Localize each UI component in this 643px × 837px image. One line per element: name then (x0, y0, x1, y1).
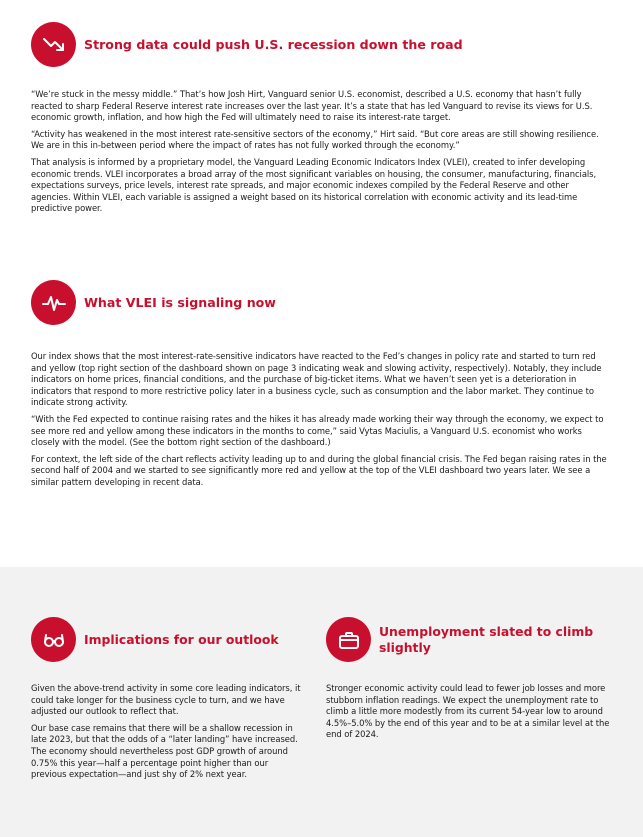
section-heading (326, 617, 616, 662)
section-body (31, 89, 611, 215)
paragraph: Given the above-trend activity in some core leading indicators, it could take longer for the business cycle to turn, and we have adjusted our outlook to reflect that. (31, 683, 301, 717)
section-vlei (31, 280, 611, 489)
paragraph: “Activity has weakened in the most interest rate-sensitive sectors of the economy,” Hirt said. “But core areas are still showing resilience. We are in this in-between period where the impact of rates has not fully worked through the economy.” (31, 128, 599, 151)
section-recession (31, 22, 611, 215)
section-heading (31, 617, 306, 662)
paragraph: That analysis is informed by a proprietary model, the Vanguard Leading Economic Indicators Index (VLEI), created to infer developing economic trends. VLEI incorporates a broad array of the most significant variables on housing, the consumer, manufacturing, financials, expectations surveys, price levels, interest rate spreads, and major economic indexes compiled by the Federal Reserve and other agencies. Within VLEI, each variable is assigned a weight based on its historical correlation with economic activity and its lead-time predictive power. (31, 156, 597, 214)
section-body (326, 683, 616, 741)
section-unemployment (326, 617, 616, 741)
paragraph: For context, the left side of the chart reflects activity leading up to and during the global financial crisis. The Fed began raising rates in the second half of 2004 and we started to see significantly more red and yellow at the top of the VLEI dashboard two years later. We see a similar pattern developing in recent data. (31, 453, 607, 487)
paragraph: Stronger economic activity could lead to fewer job losses and more stubborn inflation readings. We expect the unemployment rate to climb a little more modestly from its current 54-year low to around 4.5%–5.0% by the end of this year and to be at a similar level at the end of 2024. (326, 683, 610, 740)
paragraph: “We’re stuck in the messy middle.” That’s how Josh Hirt, Vanguard senior U.S. economist, described a U.S. economy that hasn’t fully reacted to sharp Federal Reserve interest rate increases over the last year. It’s a state that has led Vanguard to revise its views for U.S. economic growth, inflation, and how high the Fed will ultimately need to raise its interest-rate target. (31, 89, 593, 123)
paragraph: “With the Fed expected to continue raising rates and the hikes it has already made working their way through the economy, we expect to see more red and yellow among these indicators in the months to come,” said Vytas Maciulis, a Vanguard U.S. economist who works closely with the model. (See the bottom right section of the dashboard.) (31, 413, 604, 448)
pulse-icon (31, 280, 76, 325)
section-heading (31, 280, 611, 325)
section-body (31, 351, 611, 489)
section-body (31, 683, 306, 781)
briefcase-icon (326, 617, 371, 662)
section-title: Strong data could push U.S. recession down the road (84, 36, 463, 52)
section-heading (31, 22, 611, 67)
section-outlook (31, 617, 306, 781)
trend-down-icon (31, 22, 76, 67)
paragraph: Our base case remains that there will be a shallow recession in late 2023, but that the odds of a “later landing” have increased. The economy should nevertheless post GDP growth of around 0.75% this year—half a percentage point higher than our previous expectation—and just shy of 2% next year. (31, 722, 298, 780)
paragraph: Our index shows that the most interest-rate-sensitive indicators have reacted to the Fed’s changes in policy rate and started to turn red and yellow (top right section of the dashboard shown on page 3 indicating weak and slowing activity, respectively). Notably, they include indicators on home prices, financial conditions, and the purchase of big-ticket items. What we haven’t seen yet is a deterioration in indicators that respond to more restrictive policy later in a business cycle, such as consumption and the labor market. They continue to indicate strong activity. (31, 351, 602, 408)
section-title: Unemployment slated to climb slightly (379, 623, 594, 655)
section-title: Implications for our outlook (84, 631, 279, 647)
glasses-icon (31, 617, 76, 662)
section-title: What VLEI is signaling now (84, 294, 276, 310)
